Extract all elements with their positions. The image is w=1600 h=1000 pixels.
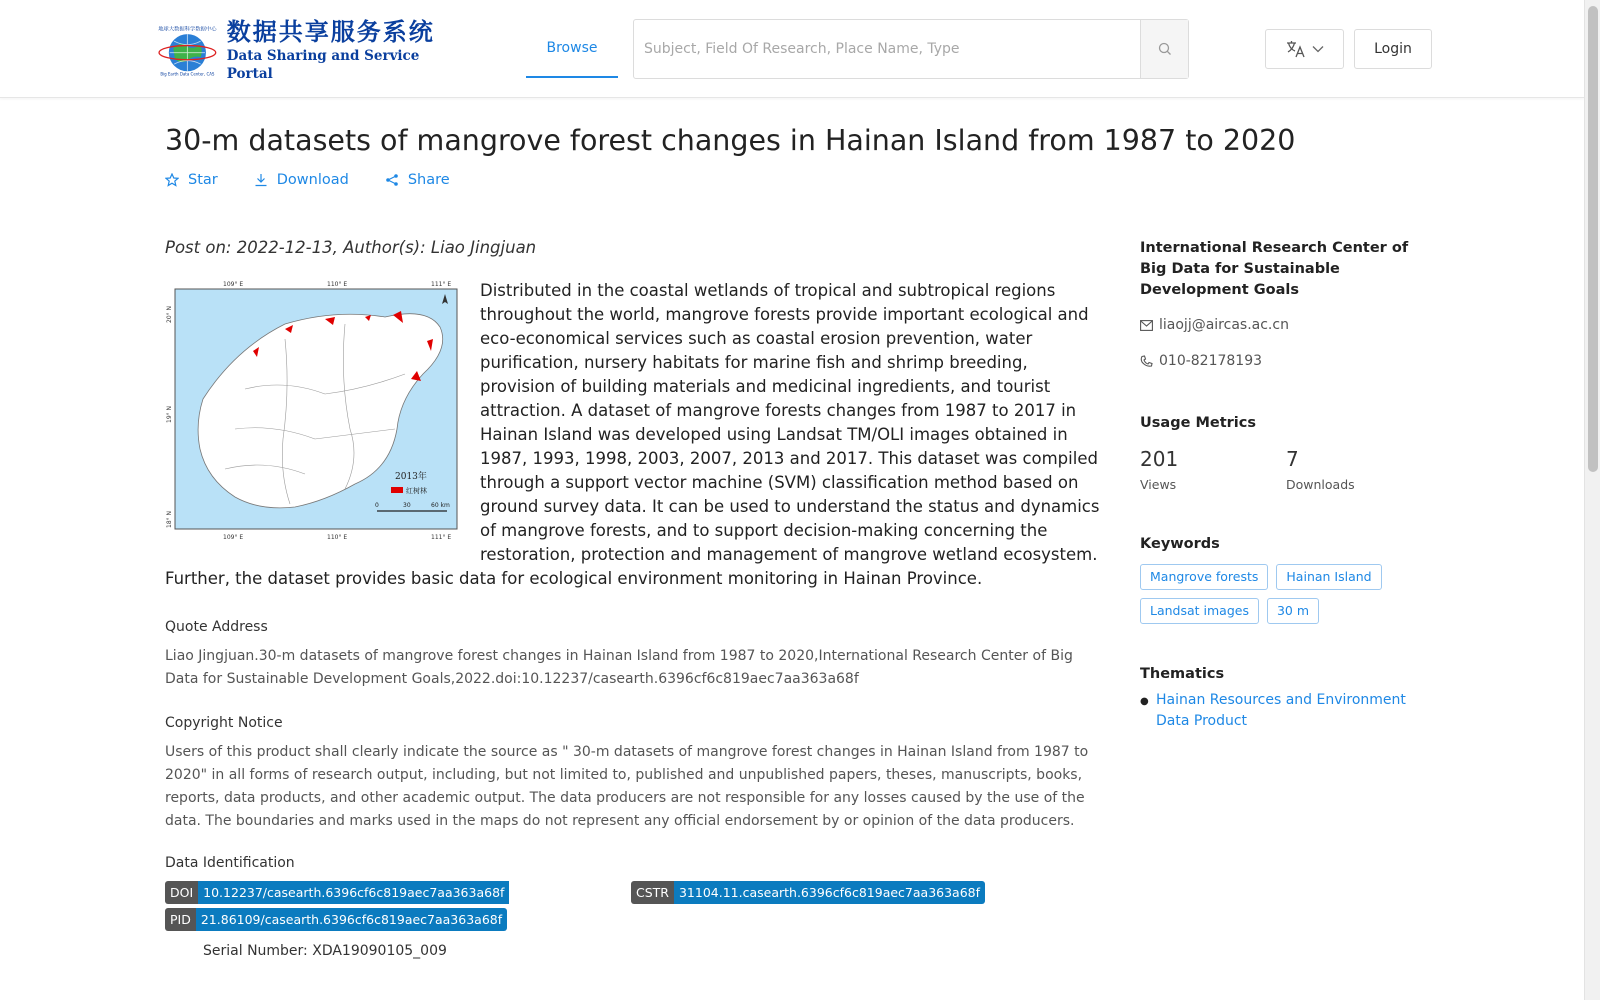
login-button[interactable]: Login (1354, 29, 1432, 69)
page-scrollbar[interactable] (1584, 0, 1600, 1000)
star-label: Star (188, 172, 218, 188)
views-metric (1140, 447, 1286, 492)
downloads-count: 7 (1286, 447, 1299, 471)
keyword-tag[interactable]: 30 m (1267, 598, 1319, 624)
map-lon-label-top-3: 111° E (431, 281, 452, 288)
pid-value: 21.86109/casearth.6396cf6c819aec7aa363a68f (196, 908, 507, 931)
logo-title-cn: 数据共享服务系统 (226, 18, 435, 46)
cstr-badge[interactable] (631, 881, 985, 904)
phone-text: 010-82178193 (1159, 353, 1263, 369)
scrollbar-thumb[interactable] (1588, 6, 1598, 472)
ident-row-1 (165, 881, 1100, 904)
main-content (165, 238, 1100, 959)
language-switcher[interactable] (1265, 29, 1344, 69)
map-lon-label-top-1: 109° E (223, 281, 244, 288)
share-icon (385, 173, 399, 187)
doi-badge[interactable] (165, 881, 629, 904)
search-input[interactable] (634, 20, 1140, 78)
site-logo[interactable] (152, 20, 442, 80)
download-label: Download (276, 172, 349, 188)
doi-key: DOI (165, 881, 198, 904)
views-count: 201 (1140, 447, 1179, 471)
copyright-title: Copyright Notice (165, 715, 283, 731)
keyword-tag[interactable]: Mangrove forests (1140, 564, 1268, 590)
bullet-icon: ● (1140, 696, 1149, 707)
email-text: liaojj@aircas.ac.cn (1159, 317, 1289, 333)
logo-title-en: Data Sharing and Service Portal (226, 48, 420, 82)
map-year-label: 2013年 (395, 472, 427, 482)
map-lat-label-1: 20° N (166, 305, 173, 323)
quote-title: Quote Address (165, 619, 268, 635)
share-button[interactable] (385, 172, 450, 188)
hainan-mangrove-map (165, 279, 465, 541)
map-legend-swatch (391, 487, 403, 493)
logo-small-en: Big Earth Data Center, CAS (160, 71, 215, 77)
map-scale-30: 30 (403, 502, 411, 509)
star-icon (165, 173, 179, 187)
download-button[interactable] (254, 172, 349, 188)
description-block (165, 279, 1100, 591)
download-icon (254, 173, 268, 187)
logo-small-cn: 地球大数据科学数据中心 (158, 26, 217, 33)
copyright-text: Users of this product shall clearly indicate the source as " 30-m datasets of mangrove forest changes in Hainan Island from 1987 to 2020" in all forms of research output, including, but not limited to, published and unpublished papers, theses, manuscripts, books, reports, data products, and other academic output. The data producers are not responsible for any losses caused by the use of the data. The boundaries and marks used in the maps do not represent any official endorsement by or opinion of the data producers. (165, 744, 1089, 829)
description-text: Distributed in the coastal wetlands of tropical and subtropical regions throughout the world, mangrove forests provide important ecological and eco-economical services such as coastal erosion prevention, water purification, nursery habitats for marine fish and shrimp breeding, provision of building materials and medicinal ingredients, and tourist attraction. A dataset of mangrove forests changes from 1987 to 2017 in Hainan Island was developed using Landsat TM/OLI images obtained in 1987, 1993, 1998, 2003, 2007, 2013 and 2017. This dataset was compiled through a support vector machine (SVM) classification method based on ground survey data. It can be used to understand the status and dynamics of mangrove forests, and to support decision-making concerning the restoration, protection and management of mangrove wetland ecosystem. Further, the dataset provides basic data for ecological environment monitoring in Hainan Province. (165, 281, 1100, 588)
sidebar (1140, 238, 1432, 732)
share-label: Share (407, 172, 450, 188)
serial-number: Serial Number: XDA19090105_009 (203, 943, 447, 959)
thematic-link[interactable]: Hainan Resources and Environment Data Product (1156, 692, 1406, 729)
map-lon-label-bottom-1: 109° E (223, 534, 244, 541)
top-header (0, 0, 1584, 98)
doi-value: 10.12237/casearth.6396cf6c819aec7aa363a68f (198, 881, 509, 904)
usage-metrics (1140, 447, 1432, 492)
map-scale-0: 0 (375, 502, 379, 509)
keyword-tag[interactable]: Hainan Island (1276, 564, 1381, 590)
contact-phone (1140, 353, 1432, 369)
star-button[interactable] (165, 172, 218, 188)
nav-browse[interactable]: Browse (526, 20, 618, 78)
dataset-actions (165, 172, 450, 188)
map-lat-label-3: 18° N (166, 510, 173, 528)
chevron-down-icon (1312, 45, 1324, 53)
contact-email[interactable] (1140, 317, 1432, 333)
cstr-value: 31104.11.casearth.6396cf6c819aec7aa363a68f (674, 881, 985, 904)
usage-metrics-title: Usage Metrics (1140, 415, 1256, 431)
map-lon-label-bottom-2: 110° E (327, 534, 348, 541)
translate-icon (1286, 40, 1306, 58)
quote-text: Liao Jingjuan.30-m datasets of mangrove forest changes in Hainan Island from 1987 to 2020,International Research Center of Big Data for Sustainable Development Goals,2022.doi:10.12237/casearth.6396cf6c819aec7aa363a68f (165, 648, 1073, 687)
search-button[interactable] (1140, 20, 1188, 78)
globe-logo-icon (152, 20, 223, 80)
pid-badge[interactable] (165, 908, 507, 931)
ident-row-2 (165, 908, 1100, 931)
search-box (633, 19, 1189, 79)
keyword-list (1140, 564, 1400, 624)
map-scale-60: 60 km (431, 502, 450, 509)
phone-icon (1140, 355, 1153, 368)
organization-name: International Research Center of Big Data for Sustainable Development Goals (1140, 240, 1409, 298)
keyword-tag[interactable]: Landsat images (1140, 598, 1259, 624)
map-lat-label-2: 19° N (166, 405, 173, 423)
ident-title: Data Identification (165, 855, 295, 871)
mail-icon (1140, 320, 1153, 331)
map-legend-label: 红树林 (406, 487, 427, 495)
thematics-title: Thematics (1140, 666, 1225, 682)
map-lon-label-top-2: 110° E (327, 281, 348, 288)
cstr-key: CSTR (631, 881, 674, 904)
search-icon (1158, 42, 1172, 56)
downloads-metric (1286, 447, 1432, 492)
keywords-title: Keywords (1140, 536, 1220, 552)
post-meta: Post on: 2022-12-13, Author(s): Liao Jingjuan (165, 238, 537, 257)
map-lon-label-bottom-3: 111° E (431, 534, 452, 541)
downloads-label: Downloads (1286, 477, 1355, 492)
pid-key: PID (165, 908, 196, 931)
page-title: 30-m datasets of mangrove forest changes in Hainan Island from 1987 to 2020 (165, 124, 1296, 157)
thematic-item (1140, 690, 1432, 732)
views-label: Views (1140, 477, 1177, 492)
